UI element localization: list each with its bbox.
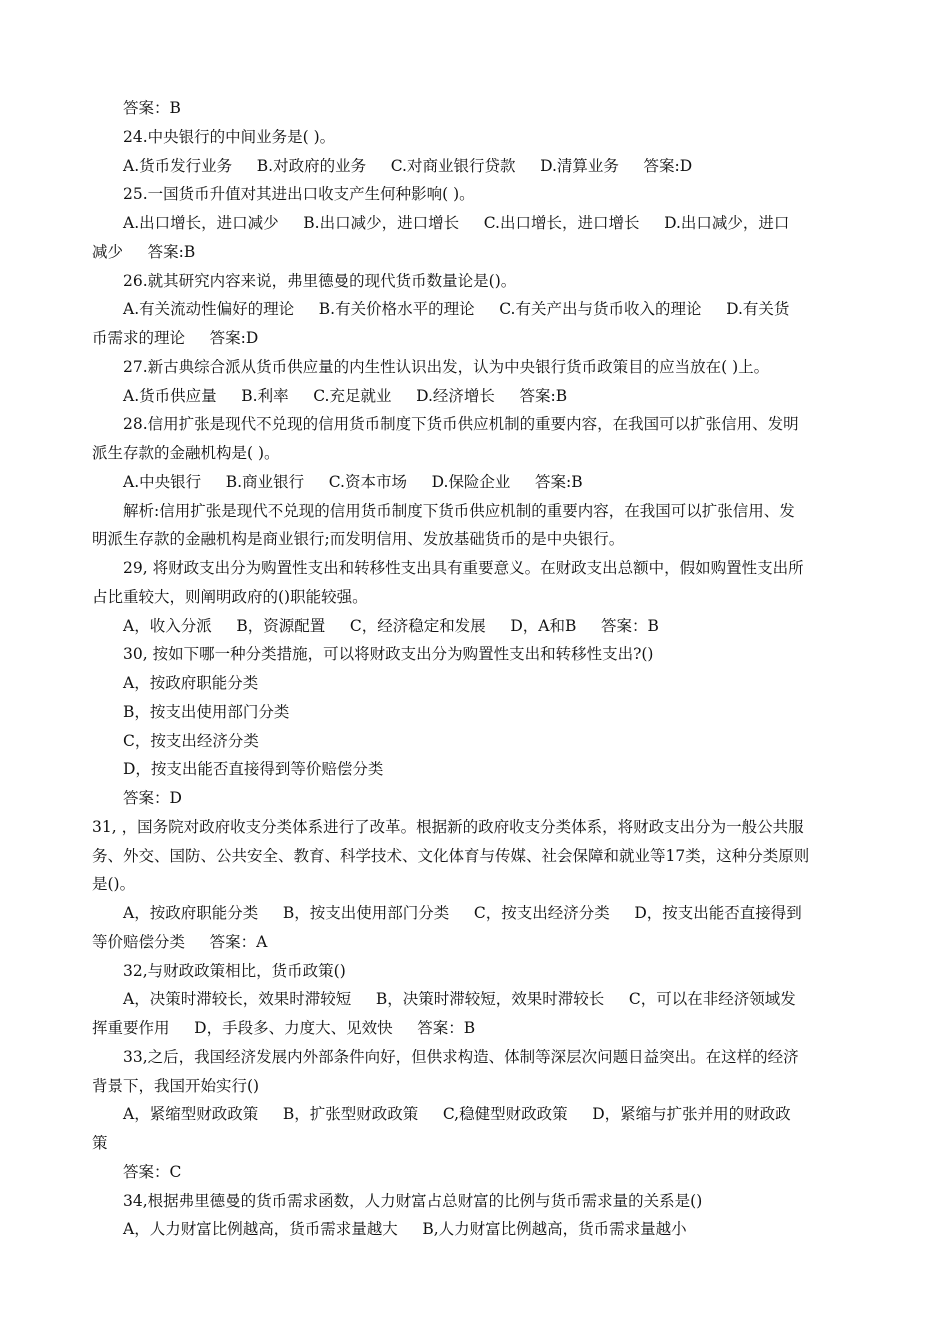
text-line: A，紧缩型财政政策 B，扩张型财政政策 C,稳健型财政政策 D，紧缩与扩张并用的财政政	[123, 1105, 791, 1124]
text-line: 挥重要作用 D，手段多、力度大、见效快 答案：B	[92, 1019, 476, 1037]
text-line: A.货币供应量 B.利率 C.充足就业 D.经济增长 答案:B	[123, 386, 568, 405]
text-line: 币需求的理论 答案:D	[92, 329, 259, 347]
text-line: 32,与财政政策相比，货币政策()	[123, 961, 346, 980]
text-line: 33,之后，我国经济发展内外部条件向好，但供求构造、体制等深层次问题日益突出。在这样的经济	[123, 1047, 799, 1066]
text-line: 答案：C	[123, 1162, 182, 1181]
text-line: 占比重较大，则阐明政府的()职能较强。	[92, 587, 368, 606]
text-line: 25.一国货币升值对其进出口收支产生何种影响( )。	[123, 185, 475, 204]
document-body	[92, 94, 862, 1244]
text-line: 等价赔偿分类 答案：A	[92, 932, 268, 951]
text-line: 26.就其研究内容来说，弗里德曼的现代货币数量论是()。	[123, 271, 517, 290]
text-line: 28.信用扩张是现代不兑现的信用货币制度下货币供应机制的重要内容，在我国可以扩张信用、发明	[123, 415, 799, 434]
text-line: 30, 按如下哪一种分类措施，可以将财政支出分为购置性支出和转移性支出?()	[123, 645, 654, 664]
text-line: A，决策时滞较长，效果时滞较短 B，决策时滞较短，效果时滞较长 C，可以在非经济领域发	[123, 990, 796, 1009]
text-line: 29, 将财政支出分为购置性支出和转移性支出具有重要意义。在财政支出总额中，假如购置性支出所	[123, 559, 804, 577]
text-line: A.货币发行业务 B.对政府的业务 C.对商业银行贷款 D.清算业务 答案:D	[123, 156, 693, 175]
text-line: C，按支出经济分类	[123, 731, 259, 750]
text-line: A，按政府职能分类	[123, 674, 259, 692]
text-line: 解析:信用扩张是现代不兑现的信用货币制度下货币供应机制的重要内容，在我国可以扩张信用、发	[123, 501, 795, 520]
text-line: A，按政府职能分类 B，按支出使用部门分类 C，按支出经济分类 D，按支出能否直接得到	[123, 904, 802, 922]
text-line: A，人力财富比例越高，货币需求量越大 B,人力财富比例越高，货币需求量越小	[123, 1220, 687, 1239]
text-line: D，按支出能否直接得到等价赔偿分类	[123, 760, 384, 779]
text-line: A，收入分派 B，资源配置 C，经济稳定和发展 D，A和B 答案：B	[123, 616, 659, 635]
text-line: 31, ，国务院对政府收支分类体系进行了改革。根据新的政府收支分类体系，将财政支出分为一般公共服	[92, 817, 804, 836]
text-line: 27.新古典综合派从货币供应量的内生性认识出发，认为中央银行货币政策目的应当放在( )上。	[123, 357, 770, 376]
text-line: 务、外交、国防、公共安全、教育、科学技术、文化体育与传媒、社会保障和就业等17类，这种分类原则	[92, 846, 810, 865]
text-line: 24.中央银行的中间业务是( )。	[123, 127, 336, 146]
text-line: A.出口增长，进口减少 B.出口减少，进口增长 C.出口增长，进口增长 D.出口减少，进口	[123, 214, 790, 232]
text-line: 派生存款的金融机构是( )。	[92, 444, 280, 462]
text-line: 答案：B	[123, 99, 181, 117]
text-line: 34,根据弗里德曼的货币需求函数，人力财富占总财富的比例与货币需求量的关系是()	[123, 1191, 703, 1210]
text-line: 减少 答案:B	[92, 242, 196, 261]
text-line: A.有关流动性偏好的理论 B.有关价格水平的理论 C.有关产出与货币收入的理论 D.有关货	[123, 300, 790, 319]
text-line: 是()。	[92, 875, 136, 894]
text-line: 答案：D	[123, 789, 182, 807]
text-line: B，按支出使用部门分类	[123, 702, 290, 721]
text-line: 明派生存款的金融机构是商业银行;而发明信用、发放基础货币的是中央银行。	[92, 530, 625, 549]
text-line: A.中央银行 B.商业银行 C.资本市场 D.保险企业 答案:B	[123, 472, 583, 491]
text-line: 策	[92, 1134, 108, 1152]
text-line: 背景下，我国开始实行()	[92, 1076, 260, 1095]
